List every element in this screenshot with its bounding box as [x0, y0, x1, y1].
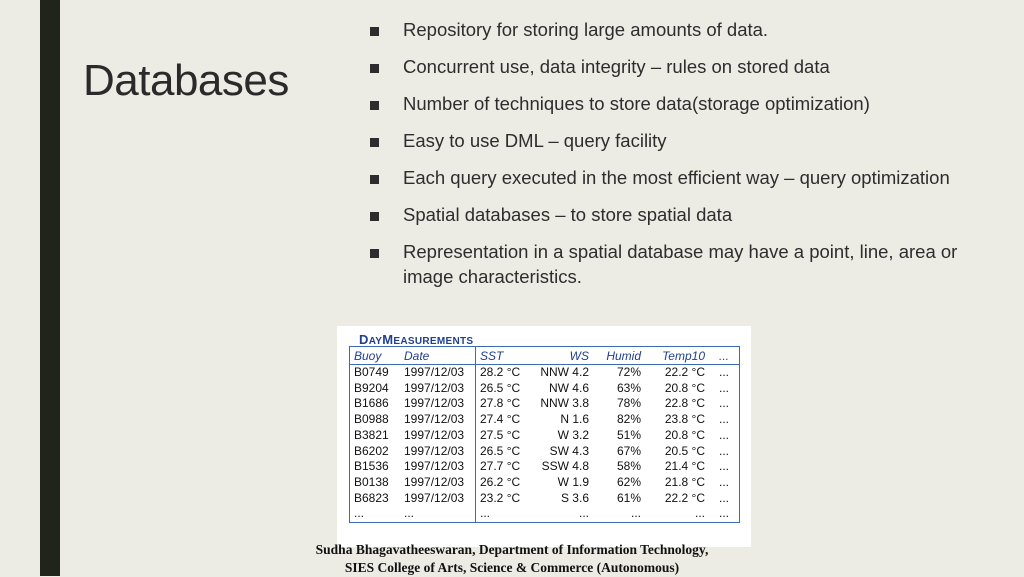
footer-credit	[0, 541, 1024, 577]
table-row	[350, 459, 740, 475]
table-header-row	[350, 347, 740, 365]
bullet-text: Concurrent use, data integrity – rules on stored data	[403, 56, 830, 77]
table-cell: ...	[718, 412, 729, 427]
table-cell: 21.8 °C	[664, 474, 705, 489]
table-cell: 61%	[616, 490, 641, 505]
bullet-text: Repository for storing large amounts of data.	[403, 19, 769, 40]
table-cell: B1686	[354, 396, 389, 411]
column-header: Temp10	[645, 347, 709, 365]
square-bullet-icon	[370, 101, 379, 110]
column-header: Buoy	[350, 347, 401, 365]
table-cell: ...	[630, 506, 641, 521]
table-cell: 20.8 °C	[664, 380, 705, 395]
bullet-item	[370, 129, 970, 154]
square-bullet-icon	[370, 249, 379, 258]
table-cell: ...	[718, 396, 729, 411]
table-cell: 27.8 °C	[476, 396, 533, 412]
column-header: ...	[709, 347, 740, 365]
table-cell: 23.2 °C	[476, 491, 533, 507]
table-cell: W 3.2	[557, 427, 589, 442]
table-cell: ...	[694, 506, 705, 521]
table-cell: B3821	[354, 427, 389, 442]
table-cell: 26.5 °C	[476, 444, 533, 460]
table-cell: ...	[578, 506, 589, 521]
table-cell: 63%	[616, 380, 641, 395]
table-cell: 1997/12/03	[404, 396, 465, 411]
table-cell: 22.2 °C	[664, 365, 705, 379]
bullet-item	[370, 203, 970, 228]
table-cell: 26.2 °C	[476, 475, 533, 491]
bullet-text: Spatial databases – to store spatial data	[403, 204, 733, 225]
table-row	[350, 412, 740, 428]
table-cell: 22.2 °C	[664, 490, 705, 505]
bullet-item	[370, 18, 970, 43]
table-cell: ...	[718, 380, 729, 395]
table-cell: 21.4 °C	[664, 459, 705, 474]
table-cell: 22.8 °C	[664, 396, 705, 411]
square-bullet-icon	[370, 175, 379, 184]
table-cell: N 1.6	[560, 412, 589, 427]
bullet-text: Each query executed in the most efficient way – query optimization	[403, 167, 950, 188]
table-cell: 78%	[616, 396, 641, 411]
table-cell: ...	[354, 506, 365, 521]
table-cell: W 1.9	[557, 474, 589, 489]
bullet-text: Number of techniques to store data(storage optimization)	[403, 93, 870, 114]
bullet-item	[370, 92, 970, 117]
table-cell: B0749	[354, 365, 389, 379]
table-cell: 1997/12/03	[404, 490, 465, 505]
table-cell: S 3.6	[560, 490, 589, 505]
table-cell: ...	[718, 427, 729, 442]
table-cell: SSW 4.8	[541, 459, 589, 474]
bullet-item	[370, 240, 970, 289]
figure-title: DAYMEASUREMENTS	[359, 332, 474, 347]
table-row	[350, 475, 740, 491]
table-cell: 62%	[616, 474, 641, 489]
table-cell: 26.5 °C	[476, 381, 533, 397]
table-cell: 27.4 °C	[476, 412, 533, 428]
table-cell: ...	[718, 459, 729, 474]
column-header: Humid	[593, 347, 645, 365]
table-row	[350, 444, 740, 460]
table-row	[350, 396, 740, 412]
table-row	[350, 381, 740, 397]
table-cell: ...	[718, 443, 729, 458]
table-cell: 1997/12/03	[404, 474, 465, 489]
table-cell: ...	[718, 474, 729, 489]
table-cell: B0138	[354, 474, 389, 489]
square-bullet-icon	[370, 212, 379, 221]
square-bullet-icon	[370, 27, 379, 36]
table-cell: 82%	[616, 412, 641, 427]
table-cell: 20.5 °C	[664, 443, 705, 458]
table-cell: 67%	[616, 443, 641, 458]
table-cell: B6823	[354, 490, 389, 505]
table-row	[350, 428, 740, 444]
table-cell: ...	[718, 490, 729, 505]
table-cell: ...	[718, 365, 729, 379]
table-cell: 27.5 °C	[476, 428, 533, 444]
table-cell: NNW 3.8	[540, 396, 589, 411]
table-cell: 51%	[616, 427, 641, 442]
table-cell: 23.8 °C	[664, 412, 705, 427]
table-row	[350, 506, 740, 522]
table-cell: 28.2 °C	[476, 365, 533, 381]
column-header: SST	[476, 347, 533, 365]
table-cell: ...	[476, 506, 533, 522]
table-cell: SW 4.3	[549, 443, 589, 458]
day-measurements-figure	[337, 326, 751, 547]
table-cell: 1997/12/03	[404, 443, 465, 458]
square-bullet-icon	[370, 64, 379, 73]
table-cell: ...	[718, 506, 729, 521]
bullet-item	[370, 55, 970, 80]
table-cell: 58%	[616, 459, 641, 474]
column-header: WS	[532, 347, 593, 365]
bullet-text: Easy to use DML – query facility	[403, 130, 667, 151]
table-cell: 1997/12/03	[404, 365, 465, 379]
footer-line: SIES College of Arts, Science & Commerce (Autonomous)	[344, 560, 680, 575]
table-cell: 1997/12/03	[404, 380, 465, 395]
column-header: Date	[400, 347, 476, 365]
table-cell: B9204	[354, 380, 389, 395]
table-cell: B1536	[354, 459, 389, 474]
table-cell: B0988	[354, 412, 389, 427]
bullet-text: Representation in a spatial database may have a point, line, area or image characteristics.	[403, 241, 958, 287]
accent-bar	[40, 0, 60, 576]
table-cell: 20.8 °C	[664, 427, 705, 442]
slide-title: Databases	[83, 56, 289, 105]
table-cell: ...	[404, 506, 415, 521]
table-cell: 1997/12/03	[404, 412, 465, 427]
measurements-table	[349, 346, 740, 523]
table-row	[350, 365, 740, 381]
table-cell: 1997/12/03	[404, 459, 465, 474]
table-row	[350, 491, 740, 507]
table-cell: 27.7 °C	[476, 459, 533, 475]
table-cell: NNW 4.2	[540, 365, 589, 379]
bullet-list	[370, 18, 970, 302]
table-cell: 72%	[616, 365, 641, 379]
bullet-item	[370, 166, 970, 191]
square-bullet-icon	[370, 138, 379, 147]
footer-line: Sudha Bhagavatheeswaran, Department of Information Technology,	[315, 542, 709, 557]
table-cell: 1997/12/03	[404, 427, 465, 442]
table-cell: B6202	[354, 443, 389, 458]
table-cell: NW 4.6	[548, 380, 589, 395]
